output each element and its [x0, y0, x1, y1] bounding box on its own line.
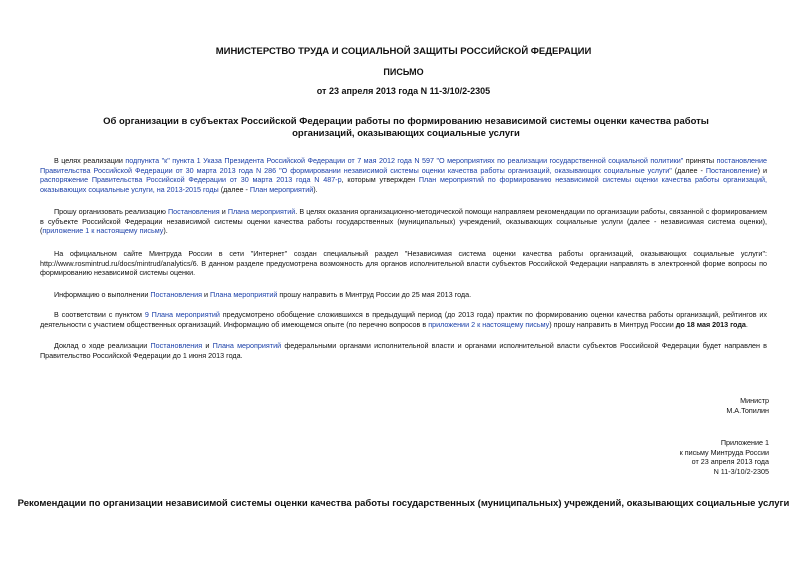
- text: , которым утвержден: [341, 175, 419, 185]
- text: ) прошу направить в Минтруд России: [549, 319, 676, 329]
- link-action-plan-full[interactable]: План мероприятий по формированию независимой системы оценки качества работы организаций, оказывающих социальные услуги, на 2013-2015 годы: [40, 175, 768, 194]
- deadline-bold: до 18 мая 2013 года: [675, 319, 746, 329]
- text: В соответствии с пунктом: [54, 310, 145, 319]
- link-order-487r[interactable]: распоряжение Правительства Российской Федерации от 30 марта 2013 года N 487-р: [40, 175, 342, 185]
- link-appendix-1[interactable]: приложение 1 к настоящему письму: [42, 226, 164, 236]
- text: федеральными органами исполнительной власти и органами исполнительной власти субъектов Российской Федерации будет направлен в Правительство Российской Федерации до 1 июня 2013 года.: [40, 341, 767, 360]
- link-action-plan[interactable]: Плана мероприятий: [212, 341, 282, 350]
- ministry-heading: МИНИСТЕРСТВО ТРУДА И СОЦИАЛЬНОЙ ЗАЩИТЫ РОССИЙСКОЙ ФЕДЕРАЦИИ: [215, 46, 592, 57]
- appendix-date: от 23 апреля 2013 года: [691, 457, 769, 467]
- link-resolution[interactable]: Постановления: [150, 341, 203, 350]
- link-action-plan[interactable]: Плана мероприятий: [227, 207, 296, 216]
- text: .: [745, 319, 748, 329]
- signatory-position: Министр: [740, 396, 769, 405]
- link-appendix-2[interactable]: приложении 2 к настоящему письму: [428, 319, 550, 329]
- text: В целях реализации: [54, 156, 126, 165]
- link-resolution[interactable]: Постановления: [150, 290, 203, 299]
- link-resolution-286[interactable]: постановление Правительства Российской Федерации от 30 марта 2013 года N 286 "О формировании независимой системы оценки качества работы организаций, оказывающих социальные услуги": [40, 156, 767, 175]
- text: На официальном сайте Минтруда России в сети "Интернет" создан специальный раздел "Независимая система оценки качества работы организаций, оказывающих социальные услуги": http://www.rosmintrud.ru/docs/mintrud/analytics/6. В данном разделе предусмотрена возможность для органов исполнительной власти субъектов Российской Федерации направлять в электронной форме вопросы по формированию независимой системы оценки.: [40, 249, 767, 278]
- text: ).: [163, 226, 168, 236]
- link-decree-597[interactable]: подпункта "к" пункта 1 Указа Президента Российской Федерации от 7 мая 2012 года N 597 "О мероприятиях по реализации государственной социальной политики": [125, 156, 684, 165]
- link-resolution[interactable]: Постановление: [705, 165, 758, 175]
- text: приняты: [683, 156, 717, 165]
- recommendations-title: Рекомендации по организации независимой системы оценки качества работы государственных (муниципальных) учреждений, оказывающих социальные услуги: [17, 498, 790, 509]
- text: прошу направить в Минтруд России до 25 мая 2013 года.: [277, 290, 472, 299]
- paragraph-6: [40, 341, 767, 360]
- appendix-ref: к письму Минтруда России: [679, 447, 769, 457]
- link-plan-item-9[interactable]: 9 Плана мероприятий: [144, 310, 220, 319]
- text: Доклад о ходе реализации: [54, 341, 151, 350]
- text: и: [202, 290, 211, 299]
- text: (далее -: [218, 184, 250, 194]
- signature-block: [726, 396, 769, 415]
- text: и: [202, 341, 213, 350]
- appendix-number: N 11-3/10/2-2305: [713, 466, 769, 476]
- paragraph-1: [40, 156, 767, 194]
- paragraph-3: [40, 249, 767, 278]
- text: . В целях оказания организационно-методической помощи направляем рекомендации по организации работы, связанной с формированием в субъекте Российской Федерации независимой системы оценки качества работы государственных (муниципальных) учреждений, оказывающих социальные услуги (далее - независимая система оценки), (: [40, 207, 767, 236]
- appendix-title: Приложение 1: [720, 438, 769, 447]
- text: (далее -: [671, 165, 706, 175]
- paragraph-2: [40, 207, 767, 236]
- text: и: [219, 207, 228, 216]
- link-action-plan[interactable]: План мероприятий: [249, 184, 314, 194]
- text: Информацию о выполнении: [54, 290, 151, 299]
- text: ) и: [757, 165, 767, 175]
- appendix-block: [680, 438, 769, 476]
- text: Прошу организовать реализацию: [54, 207, 168, 216]
- letter-subject: Об организации в субъектах Российской Федерации работы по формированию независимой системы оценки качества работы организаций, оказывающих социальные услуги: [103, 116, 709, 139]
- text: предусмотрено обобщение сложившихся в предыдущий период (до 2013 года) практик по формированию оценки качества работы организаций, рейтингов их деятельности с участием общественных организаций. Информацию об имеющемся опыте (по перечню вопросов в: [40, 310, 767, 329]
- document-type: ПИСЬМО: [383, 67, 424, 77]
- paragraph-4: [40, 290, 767, 300]
- text: ).: [313, 184, 318, 194]
- link-resolution[interactable]: Постановления: [168, 207, 220, 216]
- document-date-number: от 23 апреля 2013 года N 11-3/10/2-2305: [316, 86, 491, 96]
- signatory-name: М.А.Топилин: [726, 405, 769, 415]
- paragraph-5: [40, 310, 767, 329]
- link-action-plan[interactable]: Плана мероприятий: [210, 290, 278, 299]
